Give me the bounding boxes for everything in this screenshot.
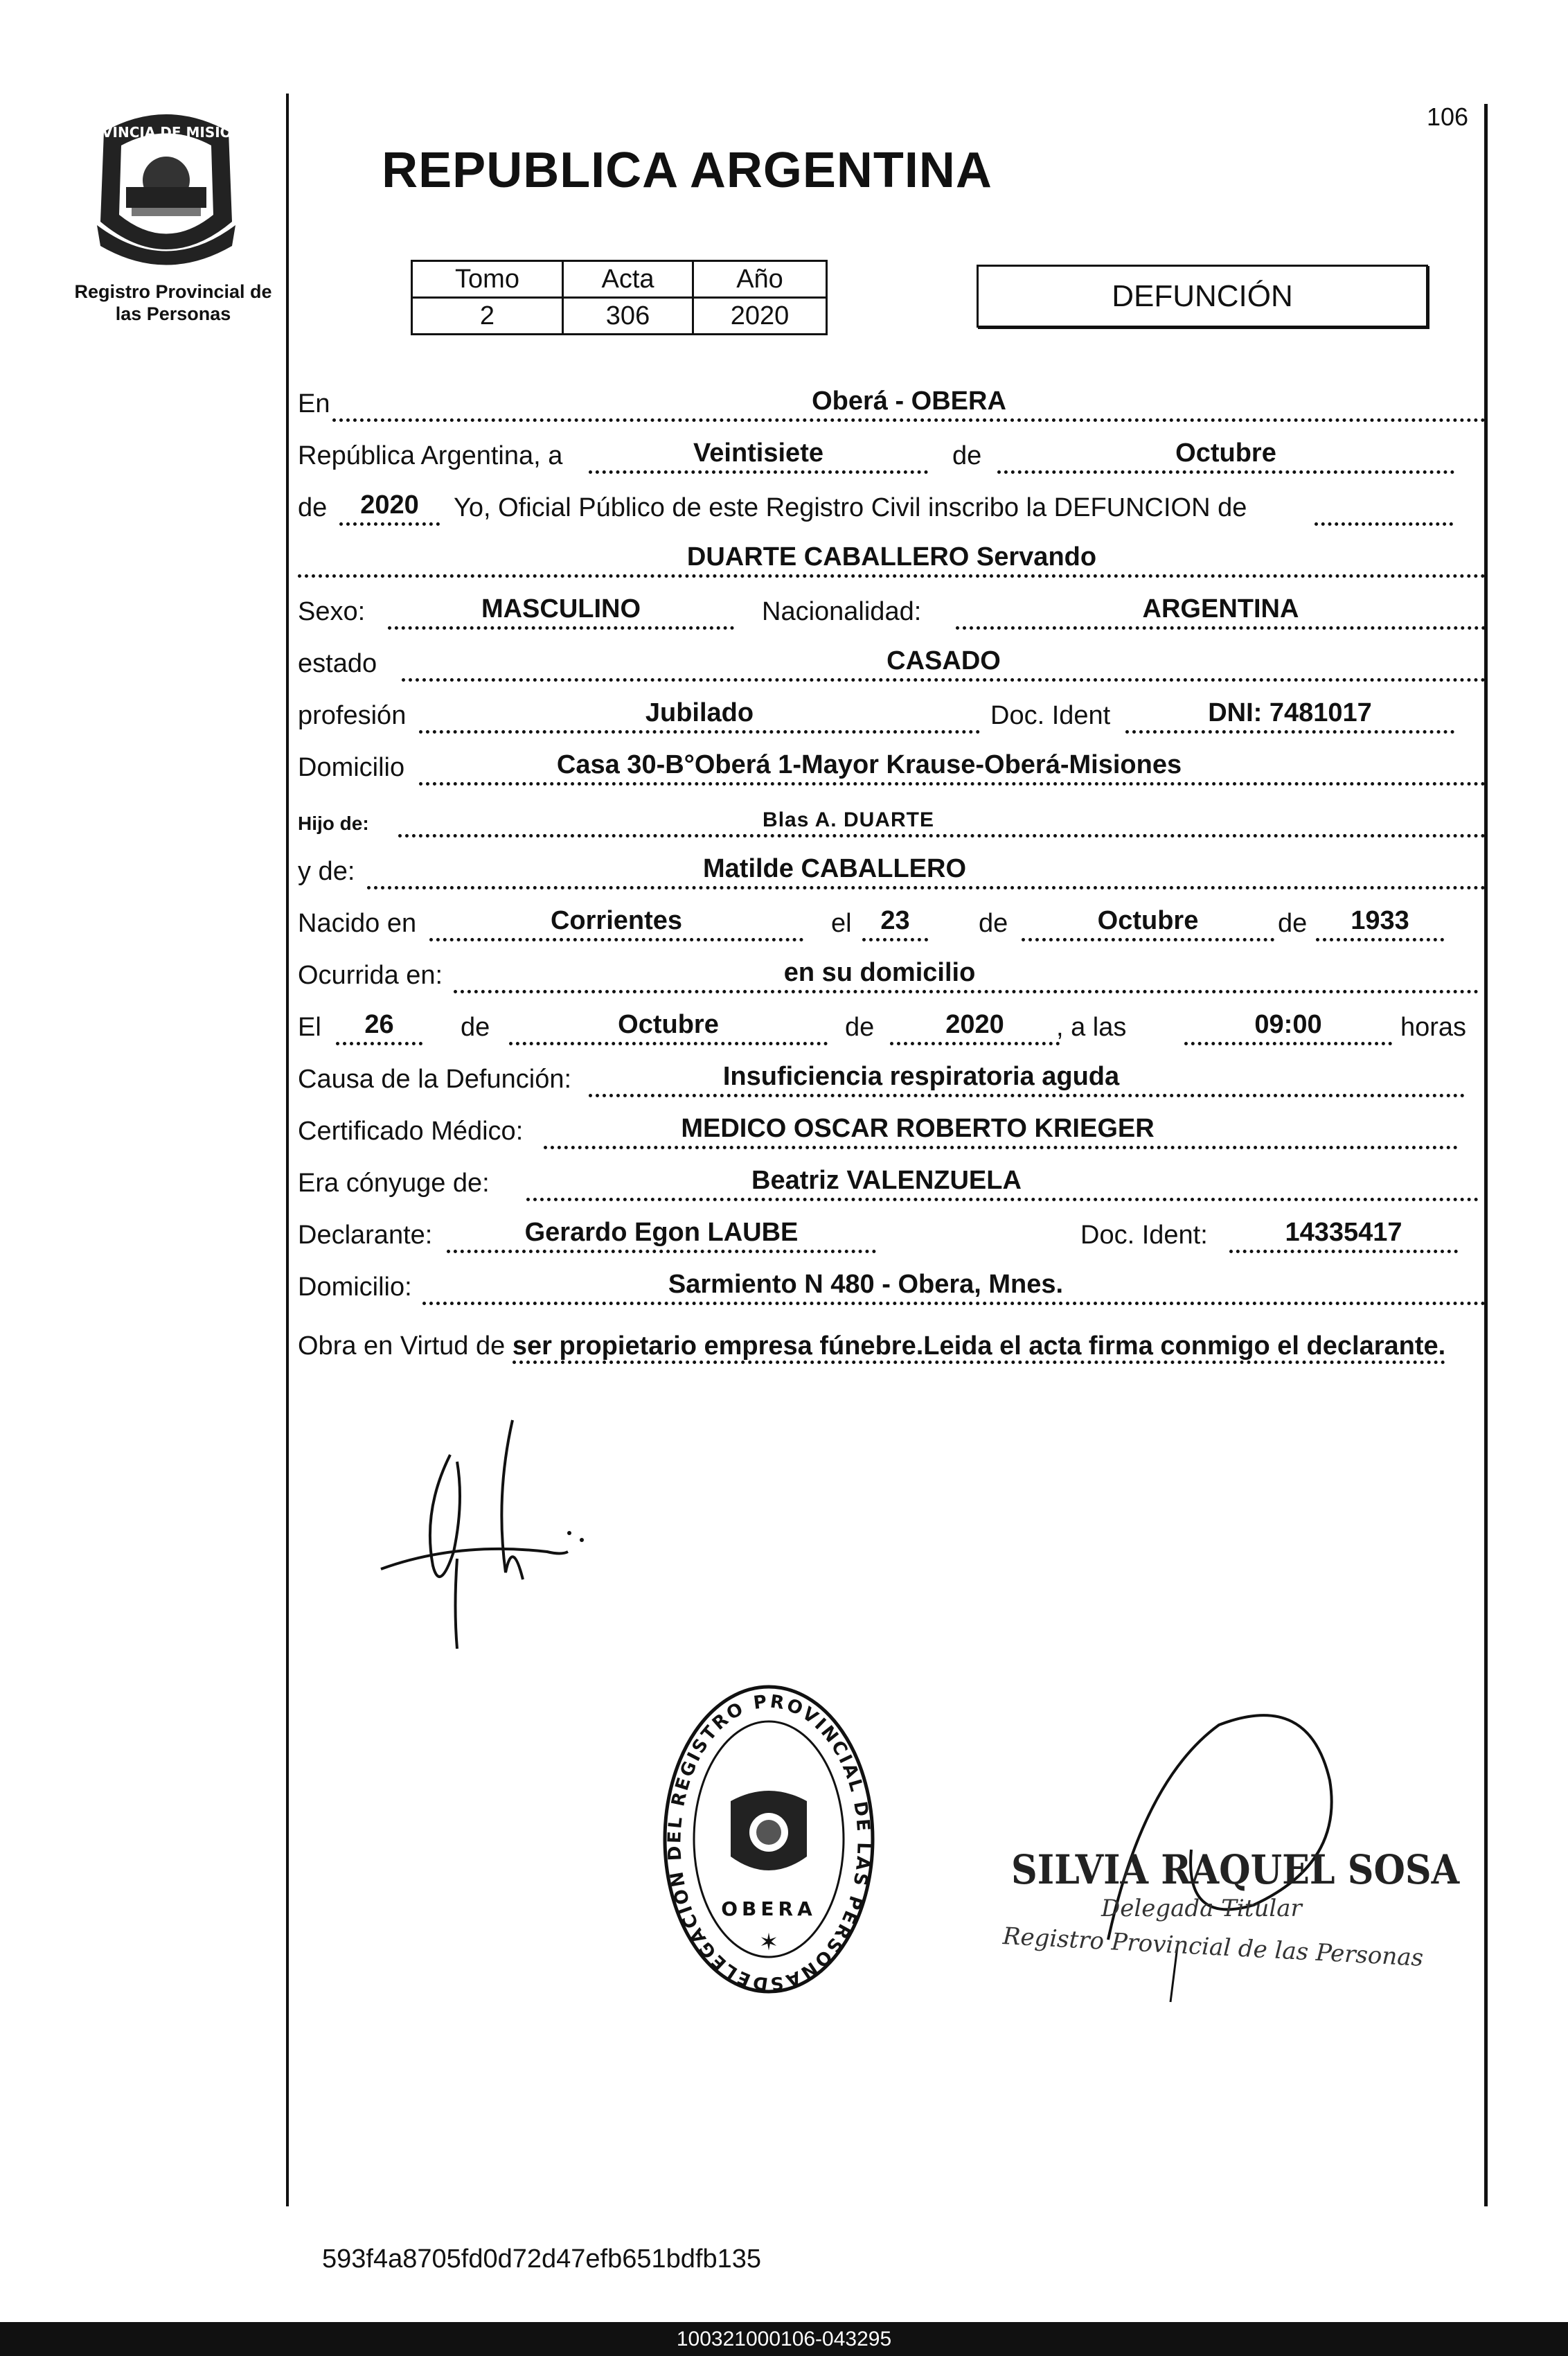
label-el: el bbox=[831, 909, 852, 938]
row-domicilio-2 bbox=[298, 1268, 1489, 1309]
label-de: de bbox=[1278, 909, 1308, 938]
label-el-cap: El bbox=[298, 1013, 321, 1042]
dotted-line bbox=[419, 730, 980, 734]
row-y-de bbox=[298, 852, 1489, 894]
row-profesion bbox=[298, 696, 1489, 738]
row-sexo bbox=[298, 592, 1489, 634]
dotted-line bbox=[862, 938, 928, 941]
dotted-line bbox=[422, 1302, 1486, 1305]
dotted-line bbox=[367, 886, 1486, 889]
value-birth-month: Octubre bbox=[1097, 906, 1199, 935]
label-y-de: y de: bbox=[298, 857, 355, 886]
label-a-las: , a las bbox=[1056, 1013, 1127, 1042]
stamp-emblem-icon bbox=[731, 1791, 807, 1870]
value-day-words: Veintisiete bbox=[693, 439, 823, 468]
dotted-line bbox=[339, 522, 440, 526]
value-death-year: 2020 bbox=[945, 1010, 1004, 1039]
value-domicilio: Casa 30-B°Oberá 1-Mayor Krause-Oberá-Misiones bbox=[556, 750, 1182, 779]
registry-label-line2: las Personas bbox=[115, 303, 231, 324]
value-deceased-name: DUARTE CABALLERO Servando bbox=[686, 542, 1097, 572]
row-hijo-de bbox=[298, 800, 1489, 842]
row-ocurrida bbox=[298, 956, 1489, 998]
value-estado: CASADO bbox=[887, 646, 1001, 675]
acta-header-tomo: Tomo bbox=[412, 261, 563, 298]
dotted-line bbox=[1022, 938, 1274, 941]
dotted-line bbox=[1184, 1042, 1392, 1045]
dotted-line bbox=[398, 834, 1486, 838]
label-declarante: Declarante: bbox=[298, 1221, 433, 1250]
label-republica: República Argentina, a bbox=[298, 441, 563, 470]
row-deceased bbox=[298, 540, 1489, 582]
label-estado: estado bbox=[298, 649, 377, 678]
value-obra: ser propietario empresa fúnebre.Leida el acta firma conmigo el declarante. bbox=[513, 1331, 1445, 1364]
value-ocurrida-en: en su domicilio bbox=[783, 958, 976, 987]
value-death-day: 26 bbox=[364, 1010, 394, 1039]
value-domicilio-2: Sarmiento N 480 - Obera, Mnes. bbox=[668, 1270, 1064, 1299]
barcode-text: 100321000106-043295 bbox=[676, 2328, 892, 2350]
dotted-line bbox=[419, 782, 1486, 786]
value-causa: Insuficiencia respiratoria aguda bbox=[722, 1062, 1120, 1091]
value-y-de: Matilde CABALLERO bbox=[703, 854, 966, 883]
value-conyuge: Beatriz VALENZUELA bbox=[751, 1166, 1022, 1195]
page-number: 106 bbox=[1427, 103, 1469, 131]
value-nacionalidad: ARGENTINA bbox=[1142, 594, 1299, 623]
dotted-line bbox=[1125, 730, 1454, 734]
value-birth-year: 1933 bbox=[1351, 906, 1409, 935]
value-sexo: MASCULINO bbox=[481, 594, 641, 623]
value-place: Oberá - OBERA bbox=[812, 387, 1006, 416]
value-doc-ident: DNI: 7481017 bbox=[1208, 698, 1372, 727]
label-horas: horas bbox=[1400, 1013, 1467, 1042]
row-nacido bbox=[298, 904, 1489, 946]
dotted-line bbox=[336, 1042, 422, 1045]
acta-header-anio: Año bbox=[693, 261, 827, 298]
dotted-line bbox=[509, 1042, 828, 1045]
row-conyuge bbox=[298, 1164, 1489, 1205]
label-de: de bbox=[952, 441, 982, 470]
document-type: DEFUNCIÓN bbox=[1112, 278, 1293, 313]
acta-value-anio: 2020 bbox=[693, 298, 827, 335]
value-year: 2020 bbox=[360, 490, 419, 520]
dotted-line bbox=[402, 678, 1486, 682]
acta-value-tomo: 2 bbox=[412, 298, 563, 335]
acta-reference-table bbox=[411, 260, 828, 335]
dotted-line bbox=[956, 626, 1486, 630]
row-death-date bbox=[298, 1008, 1489, 1049]
dotted-line bbox=[1316, 938, 1444, 941]
label-nacido-en: Nacido en bbox=[298, 909, 417, 938]
label-de: de bbox=[979, 909, 1008, 938]
dotted-line bbox=[544, 1146, 1458, 1149]
label-de: de bbox=[298, 493, 328, 522]
row-obra bbox=[298, 1327, 1484, 1365]
row-estado bbox=[298, 644, 1489, 686]
dotted-line bbox=[890, 1042, 1060, 1045]
label-profesion: profesión bbox=[298, 701, 407, 730]
registry-label bbox=[62, 281, 284, 325]
value-declarante: Gerardo Egon LAUBE bbox=[524, 1218, 799, 1247]
value-death-time: 09:00 bbox=[1254, 1010, 1322, 1039]
label-domicilio: Domicilio bbox=[298, 753, 405, 782]
value-certificado: MEDICO OSCAR ROBERTO KRIEGER bbox=[681, 1114, 1155, 1143]
document-type-box bbox=[977, 265, 1428, 328]
label-conyuge: Era cónyuge de: bbox=[298, 1169, 490, 1198]
dotted-line bbox=[997, 470, 1454, 474]
label-hijo-de: Hijo de: bbox=[298, 813, 369, 834]
label-nacionalidad: Nacionalidad: bbox=[762, 597, 922, 626]
dotted-line bbox=[454, 990, 1479, 993]
value-birth-day: 23 bbox=[880, 906, 910, 935]
label-doc-ident-2: Doc. Ident: bbox=[1080, 1221, 1208, 1250]
stamp-star-icon: ✶ bbox=[758, 1929, 779, 1956]
label-certificado: Certificado Médico: bbox=[298, 1117, 524, 1146]
acta-value-row bbox=[412, 298, 827, 335]
label-ocurrida-en: Ocurrida en: bbox=[298, 961, 443, 990]
label-en: En bbox=[298, 389, 330, 418]
dotted-line bbox=[589, 470, 928, 474]
row-causa bbox=[298, 1060, 1489, 1101]
dotted-line bbox=[298, 574, 1486, 578]
emblem-text-top: PROVINCIA DE MISIONES bbox=[69, 124, 263, 141]
label-domicilio-2: Domicilio: bbox=[298, 1273, 412, 1302]
label-doc-ident: Doc. Ident bbox=[990, 701, 1111, 730]
dotted-line bbox=[388, 626, 734, 630]
dotted-line bbox=[589, 1094, 1465, 1097]
label-de: de bbox=[461, 1013, 490, 1042]
row-domicilio bbox=[298, 748, 1489, 790]
dotted-line bbox=[526, 1198, 1479, 1201]
value-doc-ident-2: 14335417 bbox=[1285, 1218, 1402, 1247]
left-margin-line bbox=[286, 94, 289, 2206]
row-republica bbox=[298, 436, 1489, 478]
page-title: REPUBLICA ARGENTINA bbox=[382, 143, 992, 198]
value-month: Octubre bbox=[1175, 439, 1276, 468]
row-declarante bbox=[298, 1216, 1489, 1257]
dotted-line bbox=[447, 1250, 876, 1253]
declaration-text: Yo, Oficial Público de este Registro Civil inscribo la DEFUNCION de bbox=[454, 493, 1247, 522]
value-profesion: Jubilado bbox=[645, 698, 754, 727]
acta-value-acta: 306 bbox=[563, 298, 693, 335]
label-obra: Obra en Virtud de bbox=[298, 1331, 506, 1361]
official-stamp bbox=[658, 1676, 880, 2002]
registry-label-line1: Registro Provincial de bbox=[74, 281, 272, 302]
value-hijo-de: Blas A. DUARTE bbox=[763, 808, 934, 831]
dotted-line bbox=[1315, 522, 1453, 526]
stamp-city: OBERA bbox=[721, 1897, 817, 1920]
row-en bbox=[298, 384, 1489, 426]
dotted-line bbox=[1229, 1250, 1458, 1253]
document-hash: 593f4a8705fd0d72d47efb651bdfb135 bbox=[322, 2244, 761, 2274]
official-role: Delegada Titular bbox=[1101, 1895, 1302, 1922]
official-name: SILVIA RAQUEL SOSA bbox=[1011, 1846, 1460, 1893]
dotted-line bbox=[332, 418, 1486, 422]
acta-header-acta: Acta bbox=[563, 261, 693, 298]
stamp-ring-text: DELEGACION DEL REGISTRO PROVINCIAL DE LAS PERSONAS bbox=[664, 1691, 874, 1994]
official-institution: Registro Provincial de las Personas bbox=[1001, 1922, 1425, 1972]
footer-bar bbox=[0, 2322, 1568, 2356]
value-death-month: Octubre bbox=[618, 1010, 719, 1039]
row-certificado bbox=[298, 1112, 1489, 1153]
acta-header-row bbox=[412, 261, 827, 298]
row-year-declaration bbox=[298, 488, 1489, 530]
label-causa: Causa de la Defunción: bbox=[298, 1065, 572, 1094]
label-sexo: Sexo: bbox=[298, 597, 366, 626]
label-de: de bbox=[845, 1013, 875, 1042]
dotted-line bbox=[429, 938, 803, 941]
declarant-signature-icon bbox=[374, 1413, 623, 1663]
value-nacido-en: Corrientes bbox=[550, 906, 683, 935]
